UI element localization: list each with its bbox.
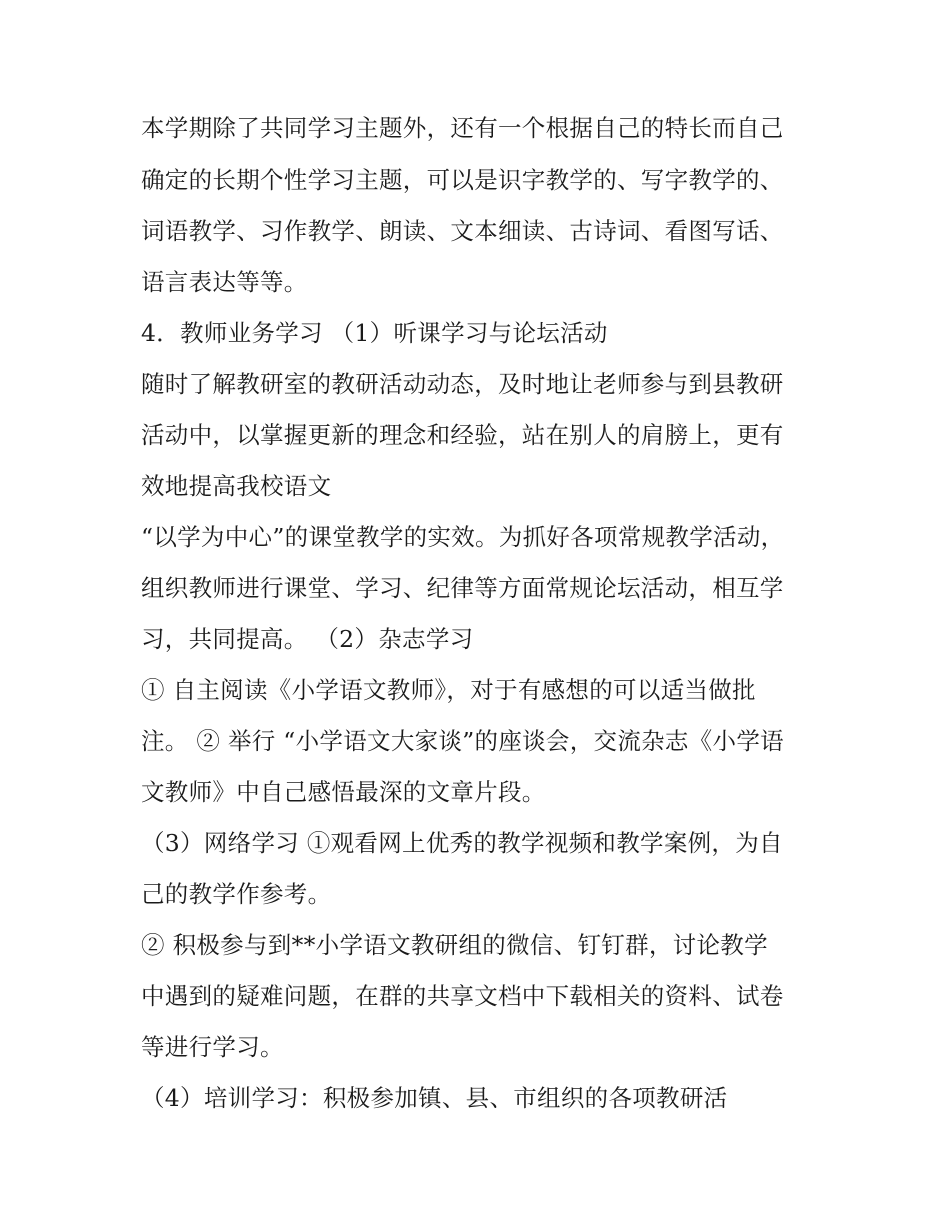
section-heading: 4．教师业务学习 （1）听课学习与论坛活动 <box>141 319 608 347</box>
text-line: 语言表达等等。 <box>141 268 308 296</box>
text-line: 效地提高我校语文 <box>141 472 332 500</box>
text-line: 确定的长期个性学习主题，可以是识字教学的、写字教学的、 <box>141 166 784 194</box>
text-line: 组织教师进行课堂、学习、纪律等方面常规论坛活动，相互学 <box>141 574 784 602</box>
text-line: 习，共同提高。 （2）杂志学习 <box>141 625 474 653</box>
text-line: 中遇到的疑难问题，在群的共享文档中下载相关的资料、试卷 <box>141 982 784 1010</box>
text-line: “以学为中心”的课堂教学的实效。为抓好各项常规教学活动， <box>141 523 785 551</box>
text-line: 注。 ② 举行 “小学语文大家谈”的座谈会，交流杂志《小学语 <box>141 727 784 755</box>
text-line: ② 积极参与到**小学语文教研组的微信、钉钉群，讨论教学 <box>141 931 768 959</box>
text-line: 活动中，以掌握更新的理念和经验，站在别人的肩膀上，更有 <box>141 421 784 449</box>
text-line: ① 自主阅读《小学语文教师》，对于有感想的可以适当做批 <box>141 676 756 704</box>
text-line: （3）网络学习 ①观看网上优秀的教学视频和教学案例，为自 <box>141 829 783 857</box>
text-line: （4）培训学习：积极参加镇、县、市组织的各项教研活 <box>141 1084 728 1112</box>
text-line: 本学期除了共同学习主题外，还有一个根据自己的特长而自己 <box>141 114 784 142</box>
text-line: 随时了解教研室的教研活动动态，及时地让老师参与到县教研 <box>141 370 784 398</box>
text-line: 己的教学作参考。 <box>141 880 332 908</box>
text-line: 词语教学、习作教学、朗读、文本细读、古诗词、看图写话、 <box>141 217 784 245</box>
text-line: 文教师》中自己感悟最深的文章片段。 <box>141 778 546 806</box>
text-line: 等进行学习。 <box>141 1033 284 1061</box>
